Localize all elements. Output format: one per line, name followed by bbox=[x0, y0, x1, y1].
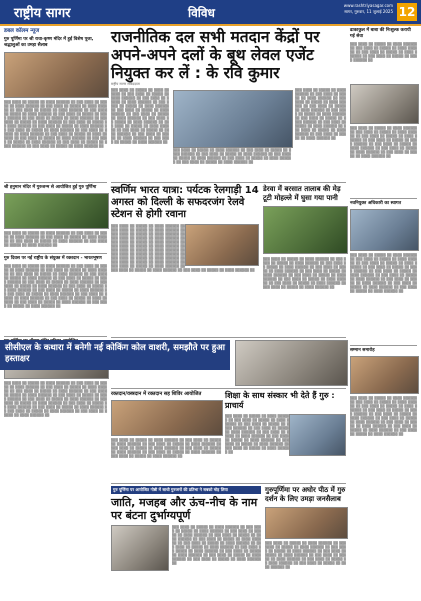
masthead-info bbox=[344, 3, 393, 15]
story2-photo bbox=[4, 193, 109, 229]
story1-headline: गुरु पूर्णिमा पर श्री राधा-कृष्ण मंदिर में हुई विशेष पूजा, श्रद्धालुओं का उमड़ा सैलाब bbox=[4, 37, 94, 48]
story4-body: ▒▒▒ ▒▒▒▒ ▒▒ ▒▒▒▒▒ ▒▒ ▒▒▒▒ ▒▒▒▒▒▒ ▒▒ ▒▒▒ ▒▒▒▒ ▒▒ ▒▒▒▒▒ ▒▒ ▒▒▒▒ ▒▒▒▒▒▒ ▒▒ ▒▒▒ ▒▒▒▒ ▒▒ ▒▒▒▒▒ ▒▒ ▒▒▒▒ ▒▒▒▒▒▒ ▒▒ ▒▒▒ ▒▒▒▒ ▒▒ ▒▒▒▒▒ ▒▒ ▒▒▒▒ ▒▒▒▒▒▒ ▒▒ ▒▒▒ ▒▒▒▒ ▒▒ ▒▒▒▒▒ ▒▒ ▒▒▒▒ ▒▒▒▒▒▒ ▒▒ ▒▒▒ ▒▒▒▒ ▒▒ ▒▒▒▒▒ ▒▒ ▒▒▒▒ ▒▒▒▒▒▒ ▒▒ ▒▒▒ ▒▒▒▒ ▒▒ ▒▒▒▒▒ ▒▒ ▒▒▒▒ ▒▒▒▒▒▒ ▒▒ ▒▒▒ ▒▒▒▒ ▒▒ ▒▒▒▒▒ ▒▒ ▒▒▒▒ ▒▒▒▒▒▒ ▒▒ ▒▒▒ ▒▒▒▒ ▒▒ ▒▒▒▒▒ ▒▒ ▒▒▒▒ ▒▒▒▒▒▒ ▒▒ ▒▒▒ ▒▒▒▒ ▒▒ ▒▒▒▒▒ ▒▒ ▒▒▒▒ ▒▒▒▒▒▒ ▒▒ ▒▒▒ ▒▒▒▒ ▒▒ ▒▒▒▒▒ ▒▒ ▒▒▒▒ ▒▒▒▒▒▒ ▒▒ ▒▒▒ ▒▒▒▒ ▒▒ ▒▒▒▒▒ ▒▒ ▒▒▒▒ ▒▒▒▒▒▒ ▒▒ bbox=[4, 381, 107, 417]
right-photo-2 bbox=[350, 209, 419, 251]
right-body-4: ▒▒▒ ▒▒▒▒ ▒▒ ▒▒▒▒▒ ▒▒ ▒▒▒▒ ▒▒▒▒▒▒ ▒▒ ▒▒▒ ▒▒▒▒ ▒▒ ▒▒▒▒▒ ▒▒ ▒▒▒▒ ▒▒▒▒▒▒ ▒▒ ▒▒▒ ▒▒▒▒ ▒▒ ▒▒▒▒▒ ▒▒ ▒▒▒▒ ▒▒▒▒▒▒ ▒▒ ▒▒▒ ▒▒▒▒ ▒▒ ▒▒▒▒▒ ▒▒ ▒▒▒▒ ▒▒▒▒▒▒ ▒▒ ▒▒▒ ▒▒▒▒ ▒▒ ▒▒▒▒▒ ▒▒ ▒▒▒▒ ▒▒▒▒▒▒ ▒▒ ▒▒▒ ▒▒▒▒ ▒▒ ▒▒▒▒▒ ▒▒ ▒▒▒▒ ▒▒▒▒▒▒ ▒▒ ▒▒▒ ▒▒▒▒ ▒▒ ▒▒▒▒▒ ▒▒ ▒▒▒▒ ▒▒▒▒▒▒ ▒▒ ▒▒▒ ▒▒▒▒ ▒▒ ▒▒▒▒▒ ▒▒ ▒▒▒▒ ▒▒▒▒▒▒ ▒▒ ▒▒▒ ▒▒▒▒ ▒▒ ▒▒▒▒▒ ▒▒ ▒▒▒▒ ▒▒▒▒▒▒ ▒▒ bbox=[350, 396, 417, 436]
middle-block bbox=[111, 391, 346, 481]
ccl-feature-banner bbox=[0, 340, 230, 370]
right-column bbox=[350, 28, 417, 589]
right-item2-headline: नवनियुक्त अधिकारी का स्वागत bbox=[350, 201, 402, 206]
camp-story bbox=[111, 391, 221, 482]
rahul-photo bbox=[111, 525, 169, 571]
main-divider-2 bbox=[111, 337, 346, 338]
middle-body: ▒▒▒ ▒▒▒▒ ▒▒ ▒▒▒▒▒ ▒▒ ▒▒▒▒ ▒▒▒▒▒▒ ▒▒ ▒▒▒ ▒▒▒▒ ▒▒ ▒▒▒▒▒ ▒▒ ▒▒▒▒ ▒▒▒▒▒▒ ▒▒ ▒▒▒ ▒▒▒▒ ▒▒ ▒▒▒▒▒ ▒▒ ▒▒▒▒ ▒▒▒▒▒▒ ▒▒ ▒▒▒ ▒▒▒▒ ▒▒ ▒▒▒▒▒ ▒▒ ▒▒▒▒ ▒▒▒▒▒▒ ▒▒ ▒▒▒ ▒▒▒▒ ▒▒ ▒▒▒▒▒ ▒▒ ▒▒▒▒ ▒▒▒▒▒▒ ▒▒ ▒▒▒ ▒▒▒▒ ▒▒ ▒▒▒▒▒ ▒▒ ▒▒▒▒ ▒▒▒▒▒▒ ▒▒ ▒▒▒ ▒▒▒▒ ▒▒ ▒▒▒▒▒ ▒▒ ▒▒▒▒ ▒▒▒▒▒▒ ▒▒ ▒▒▒ ▒▒▒▒ ▒▒ ▒▒▒▒▒ ▒▒ ▒▒▒▒ ▒▒▒▒▒▒ ▒▒ bbox=[225, 414, 289, 454]
left-divider-1 bbox=[4, 182, 107, 183]
story2-headline: श्री हनुमान मंदिर में गुरुजन्म से आयोजित हुई गुरु पूर्णिमा bbox=[4, 185, 97, 190]
lead-headline: राजनीतिक दल सभी मतदान केंद्रों पर अपने-अपने दलों के बूथ लेवल एजेंट नियुक्त कर लें : के रवि कुमार bbox=[111, 28, 320, 82]
camp-photo bbox=[111, 400, 223, 436]
ccl-photo bbox=[235, 340, 348, 386]
masthead bbox=[0, 0, 421, 24]
lead-byline: राष्ट्रीय सागर संवाददाता bbox=[111, 82, 140, 86]
lead-body-center: ▒▒▒ ▒▒▒▒ ▒▒ ▒▒▒▒▒ ▒▒ ▒▒▒▒ ▒▒▒▒▒▒ ▒▒ ▒▒▒ ▒▒▒▒ ▒▒ ▒▒▒▒▒ ▒▒ ▒▒▒▒ ▒▒▒▒▒▒ ▒▒ ▒▒▒ ▒▒▒▒ ▒▒ ▒▒▒▒▒ ▒▒ ▒▒▒▒ ▒▒▒▒▒▒ ▒▒ ▒▒▒ ▒▒▒▒ ▒▒ ▒▒▒▒▒ ▒▒ ▒▒▒▒ ▒▒▒▒▒▒ ▒▒ ▒▒▒ ▒▒▒▒ ▒▒ ▒▒▒▒▒ ▒▒ ▒▒▒▒ ▒▒▒▒▒▒ ▒▒ ▒▒▒ ▒▒▒▒ ▒▒ ▒▒▒▒▒ ▒▒ ▒▒▒▒ ▒▒▒▒▒▒ ▒▒ bbox=[173, 148, 291, 164]
left-column bbox=[4, 28, 107, 589]
rail-headline: स्वर्णिम भारत यात्रा: पर्यटक रेलगाड़ी 14 अगस्त को दिल्ली के सफदरजंग रेलवे स्टेशन से होगी रवाना bbox=[111, 185, 259, 220]
guru-headline: गुरुपूर्णिमा पर अघोर पीठ में गुरु दर्शन के लिए उमड़ा जनसैलाब bbox=[265, 486, 346, 503]
lake-photo bbox=[263, 206, 348, 254]
site-url: www.rashtriyasagar.com bbox=[343, 3, 393, 8]
right-divider-1 bbox=[350, 198, 417, 199]
lead-body-right: ▒▒▒ ▒▒▒▒ ▒▒ ▒▒▒▒▒ ▒▒ ▒▒▒▒ ▒▒▒▒▒▒ ▒▒ ▒▒▒ ▒▒▒▒ ▒▒ ▒▒▒▒▒ ▒▒ ▒▒▒▒ ▒▒▒▒▒▒ ▒▒ ▒▒▒ ▒▒▒▒ ▒▒ ▒▒▒▒▒ ▒▒ ▒▒▒▒ ▒▒▒▒▒▒ ▒▒ ▒▒▒ ▒▒▒▒ ▒▒ ▒▒▒▒▒ ▒▒ ▒▒▒▒ ▒▒▒▒▒▒ ▒▒ ▒▒▒ ▒▒▒▒ ▒▒ ▒▒▒▒▒ ▒▒ ▒▒▒▒ ▒▒▒▒▒▒ ▒▒ ▒▒▒ ▒▒▒▒ ▒▒ ▒▒▒▒▒ ▒▒ ▒▒▒▒ ▒▒▒▒▒▒ ▒▒ ▒▒▒ ▒▒▒▒ ▒▒ ▒▒▒▒▒ ▒▒ ▒▒▒▒ ▒▒▒▒▒▒ ▒▒ ▒▒▒ ▒▒▒▒ ▒▒ ▒▒▒▒▒ ▒▒ ▒▒▒▒ ▒▒▒▒▒▒ ▒▒ ▒▒▒ ▒▒▒▒ ▒▒ ▒▒▒▒▒ ▒▒ ▒▒▒▒ ▒▒▒▒▒▒ ▒▒ bbox=[295, 88, 346, 140]
rahul-story bbox=[111, 486, 261, 601]
rahul-body: ▒▒▒ ▒▒▒▒ ▒▒ ▒▒▒▒▒ ▒▒ ▒▒▒▒ ▒▒▒▒▒▒ ▒▒ ▒▒▒ ▒▒▒▒ ▒▒ ▒▒▒▒▒ ▒▒ ▒▒▒▒ ▒▒▒▒▒▒ ▒▒ ▒▒▒ ▒▒▒▒ ▒▒ ▒▒▒▒▒ ▒▒ ▒▒▒▒ ▒▒▒▒▒▒ ▒▒ ▒▒▒ ▒▒▒▒ ▒▒ ▒▒▒▒▒ ▒▒ ▒▒▒▒ ▒▒▒▒▒▒ ▒▒ ▒▒▒ ▒▒▒▒ ▒▒ ▒▒▒▒▒ ▒▒ ▒▒▒▒ ▒▒▒▒▒▒ ▒▒ ▒▒▒ ▒▒▒▒ ▒▒ ▒▒▒▒▒ ▒▒ ▒▒▒▒ ▒▒▒▒▒▒ ▒▒ ▒▒▒ ▒▒▒▒ ▒▒ ▒▒▒▒▒ ▒▒ ▒▒▒▒ ▒▒▒▒▒▒ ▒▒ ▒▒▒ ▒▒▒▒ ▒▒ ▒▒▒▒▒ ▒▒ ▒▒▒▒ ▒▒▒▒▒▒ ▒▒ ▒▒▒ ▒▒▒▒ ▒▒ ▒▒▒▒▒ ▒▒ ▒▒▒▒ ▒▒▒▒▒▒ ▒▒ ▒▒▒ ▒▒▒▒ ▒▒ ▒▒▒▒▒ ▒▒ ▒▒▒▒ ▒▒▒▒▒▒ ▒▒ ▒▒▒ ▒▒▒▒ ▒▒ ▒▒▒▒▒ ▒▒ ▒▒▒▒ ▒▒▒▒▒▒ ▒▒ bbox=[172, 525, 261, 565]
rail-and-lake-block bbox=[111, 185, 346, 335]
left-divider-2 bbox=[4, 253, 107, 254]
main-divider-1 bbox=[111, 182, 346, 183]
right-item3-headline: सम्मान समारोह bbox=[350, 348, 375, 353]
guru-photo bbox=[265, 507, 348, 539]
paper-name: राष्ट्रीय सागर bbox=[14, 6, 71, 21]
middle-headline: शिक्षा के साथ संस्कार भी देते हैं गुरु : प्राचार्य bbox=[225, 391, 335, 410]
lead-photo bbox=[173, 90, 293, 148]
guru-story bbox=[265, 486, 346, 597]
rail-story bbox=[111, 185, 259, 316]
story1-body: ▒▒▒ ▒▒▒▒ ▒▒ ▒▒▒▒▒ ▒▒ ▒▒▒▒ ▒▒▒▒▒▒ ▒▒ ▒▒▒ ▒▒▒▒ ▒▒ ▒▒▒▒▒ ▒▒ ▒▒▒▒ ▒▒▒▒▒▒ ▒▒ ▒▒▒ ▒▒▒▒ ▒▒ ▒▒▒▒▒ ▒▒ ▒▒▒▒ ▒▒▒▒▒▒ ▒▒ ▒▒▒ ▒▒▒▒ ▒▒ ▒▒▒▒▒ ▒▒ ▒▒▒▒ ▒▒▒▒▒▒ ▒▒ ▒▒▒ ▒▒▒▒ ▒▒ ▒▒▒▒▒ ▒▒ ▒▒▒▒ ▒▒▒▒▒▒ ▒▒ ▒▒▒ ▒▒▒▒ ▒▒ ▒▒▒▒▒ ▒▒ ▒▒▒▒ ▒▒▒▒▒▒ ▒▒ ▒▒▒ ▒▒▒▒ ▒▒ ▒▒▒▒▒ ▒▒ ▒▒▒▒ ▒▒▒▒▒▒ ▒▒ ▒▒▒ ▒▒▒▒ ▒▒ ▒▒▒▒▒ ▒▒ ▒▒▒▒ ▒▒▒▒▒▒ ▒▒ ▒▒▒ ▒▒▒▒ ▒▒ ▒▒▒▒▒ ▒▒ ▒▒▒▒ ▒▒▒▒▒▒ ▒▒ ▒▒▒ ▒▒▒▒ ▒▒ ▒▒▒▒▒ ▒▒ ▒▒▒▒ ▒▒▒▒▒▒ ▒▒ ▒▒▒ ▒▒▒▒ ▒▒ ▒▒▒▒▒ ▒▒ ▒▒▒▒ ▒▒▒▒▒▒ ▒▒ ▒▒▒ ▒▒▒▒ ▒▒ ▒▒▒▒▒ ▒▒ ▒▒▒▒ ▒▒▒▒▒▒ ▒▒ ▒▒▒ ▒▒▒▒ ▒▒ ▒▒▒▒▒ ▒▒ ▒▒▒▒ ▒▒▒▒▒▒ ▒▒ ▒▒▒ ▒▒▒▒ ▒▒ ▒▒▒▒▒ ▒▒ ▒▒▒▒ ▒▒▒▒▒▒ ▒▒ ▒▒▒ ▒▒▒▒ ▒▒ ▒▒▒▒▒ ▒▒ ▒▒▒▒ ▒▒▒▒▒▒ ▒▒ ▒▒▒ ▒▒▒▒ ▒▒ ▒▒▒▒▒ ▒▒ ▒▒▒▒ ▒▒▒▒▒▒ ▒▒ ▒▒▒ ▒▒▒▒ ▒▒ ▒▒▒▒▒ ▒▒ ▒▒▒▒ ▒▒▒▒▒▒ ▒▒ bbox=[4, 100, 107, 148]
ccl-feature-headline: सीसीएल के कथारा में बनेगी नई कोकिंग कोल वाशरी, समझौते पर हुआ हस्ताक्षर bbox=[5, 343, 225, 364]
story3-body: ▒▒▒ ▒▒▒▒ ▒▒ ▒▒▒▒▒ ▒▒ ▒▒▒▒ ▒▒▒▒▒▒ ▒▒ ▒▒▒ ▒▒▒▒ ▒▒ ▒▒▒▒▒ ▒▒ ▒▒▒▒ ▒▒▒▒▒▒ ▒▒ ▒▒▒ ▒▒▒▒ ▒▒ ▒▒▒▒▒ ▒▒ ▒▒▒▒ ▒▒▒▒▒▒ ▒▒ ▒▒▒ ▒▒▒▒ ▒▒ ▒▒▒▒▒ ▒▒ ▒▒▒▒ ▒▒▒▒▒▒ ▒▒ ▒▒▒ ▒▒▒▒ ▒▒ ▒▒▒▒▒ ▒▒ ▒▒▒▒ ▒▒▒▒▒▒ ▒▒ ▒▒▒ ▒▒▒▒ ▒▒ ▒▒▒▒▒ ▒▒ ▒▒▒▒ ▒▒▒▒▒▒ ▒▒ ▒▒▒ ▒▒▒▒ ▒▒ ▒▒▒▒▒ ▒▒ ▒▒▒▒ ▒▒▒▒▒▒ ▒▒ ▒▒▒ ▒▒▒▒ ▒▒ ▒▒▒▒▒ ▒▒ ▒▒▒▒ ▒▒▒▒▒▒ ▒▒ ▒▒▒ ▒▒▒▒ ▒▒ ▒▒▒▒▒ ▒▒ ▒▒▒▒ ▒▒▒▒▒▒ ▒▒ ▒▒▒ ▒▒▒▒ ▒▒ ▒▒▒▒▒ ▒▒ ▒▒▒▒ ▒▒▒▒▒▒ ▒▒ ▒▒▒ ▒▒▒▒ ▒▒ ▒▒▒▒▒ ▒▒ ▒▒▒▒ ▒▒▒▒▒▒ ▒▒ ▒▒▒ ▒▒▒▒ ▒▒ ▒▒▒▒▒ ▒▒ ▒▒▒▒ ▒▒▒▒▒▒ ▒▒ ▒▒▒ ▒▒▒▒ ▒▒ ▒▒▒▒▒ ▒▒ ▒▒▒▒ ▒▒▒▒▒▒ ▒▒ ▒▒▒ ▒▒▒▒ ▒▒ ▒▒▒▒▒ ▒▒ ▒▒▒▒ ▒▒▒▒▒▒ ▒▒ ▒▒▒ ▒▒▒▒ ▒▒ ▒▒▒▒▒ ▒▒ ▒▒▒▒ ▒▒▒▒▒▒ ▒▒ bbox=[4, 264, 107, 308]
rail-photo bbox=[185, 224, 259, 266]
lake-story bbox=[263, 185, 346, 327]
story3-headline: गुरु दिवस पर नई राष्ट्रीय के संयुक्त में रक्तदान - भारतभूषण bbox=[4, 256, 102, 261]
camp-headline: रक्तदान/वस्त्रदान में रक्तदान सह शिविर आयोजित bbox=[111, 391, 202, 397]
middle-story bbox=[225, 391, 346, 486]
page-number: 12 bbox=[398, 5, 416, 19]
right-divider-2 bbox=[350, 345, 417, 346]
left-divider-3 bbox=[4, 336, 107, 337]
section-title: विविध bbox=[188, 6, 215, 20]
right-photo-3 bbox=[350, 356, 419, 394]
lake-body: ▒▒▒ ▒▒▒▒ ▒▒ ▒▒▒▒▒ ▒▒ ▒▒▒▒ ▒▒▒▒▒▒ ▒▒ ▒▒▒ ▒▒▒▒ ▒▒ ▒▒▒▒▒ ▒▒ ▒▒▒▒ ▒▒▒▒▒▒ ▒▒ ▒▒▒ ▒▒▒▒ ▒▒ ▒▒▒▒▒ ▒▒ ▒▒▒▒ ▒▒▒▒▒▒ ▒▒ ▒▒▒ ▒▒▒▒ ▒▒ ▒▒▒▒▒ ▒▒ ▒▒▒▒ ▒▒▒▒▒▒ ▒▒ ▒▒▒ ▒▒▒▒ ▒▒ ▒▒▒▒▒ ▒▒ ▒▒▒▒ ▒▒▒▒▒▒ ▒▒ ▒▒▒ ▒▒▒▒ ▒▒ ▒▒▒▒▒ ▒▒ ▒▒▒▒ ▒▒▒▒▒▒ ▒▒ ▒▒▒ ▒▒▒▒ ▒▒ ▒▒▒▒▒ ▒▒ ▒▒▒▒ ▒▒▒▒▒▒ ▒▒ ▒▒▒ ▒▒▒▒ ▒▒ ▒▒▒▒▒ ▒▒ ▒▒▒▒ ▒▒▒▒▒▒ ▒▒ ▒▒▒ ▒▒▒▒ ▒▒ ▒▒▒▒▒ ▒▒ ▒▒▒▒ ▒▒▒▒▒▒ ▒▒ bbox=[263, 257, 346, 289]
lead-body-left: ▒▒▒ ▒▒▒▒ ▒▒ ▒▒▒▒▒ ▒▒ ▒▒▒▒ ▒▒▒▒▒▒ ▒▒ ▒▒▒ ▒▒▒▒ ▒▒ ▒▒▒▒▒ ▒▒ ▒▒▒▒ ▒▒▒▒▒▒ ▒▒ ▒▒▒ ▒▒▒▒ ▒▒ ▒▒▒▒▒ ▒▒ ▒▒▒▒ ▒▒▒▒▒▒ ▒▒ ▒▒▒ ▒▒▒▒ ▒▒ ▒▒▒▒▒ ▒▒ ▒▒▒▒ ▒▒▒▒▒▒ ▒▒ ▒▒▒ ▒▒▒▒ ▒▒ ▒▒▒▒▒ ▒▒ ▒▒▒▒ ▒▒▒▒▒▒ ▒▒ ▒▒▒ ▒▒▒▒ ▒▒ ▒▒▒▒▒ ▒▒ ▒▒▒▒ ▒▒▒▒▒▒ ▒▒ ▒▒▒ ▒▒▒▒ ▒▒ ▒▒▒▒▒ ▒▒ ▒▒▒▒ ▒▒▒▒▒▒ ▒▒ ▒▒▒ ▒▒▒▒ ▒▒ ▒▒▒▒▒ ▒▒ ▒▒▒▒ ▒▒▒▒▒▒ ▒▒ ▒▒▒ ▒▒▒▒ ▒▒ ▒▒▒▒▒ ▒▒ ▒▒▒▒ ▒▒▒▒▒▒ ▒▒ ▒▒▒ ▒▒▒▒ ▒▒ ▒▒▒▒▒ ▒▒ ▒▒▒▒ ▒▒▒▒▒▒ ▒▒ ▒▒▒ ▒▒▒▒ ▒▒ ▒▒▒▒▒ ▒▒ ▒▒▒▒ ▒▒▒▒▒▒ ▒▒ bbox=[111, 88, 169, 144]
guru-body: ▒▒▒ ▒▒▒▒ ▒▒ ▒▒▒▒▒ ▒▒ ▒▒▒▒ ▒▒▒▒▒▒ ▒▒ ▒▒▒ ▒▒▒▒ ▒▒ ▒▒▒▒▒ ▒▒ ▒▒▒▒ ▒▒▒▒▒▒ ▒▒ ▒▒▒ ▒▒▒▒ ▒▒ ▒▒▒▒▒ ▒▒ ▒▒▒▒ ▒▒▒▒▒▒ ▒▒ ▒▒▒ ▒▒▒▒ ▒▒ ▒▒▒▒▒ ▒▒ ▒▒▒▒ ▒▒▒▒▒▒ ▒▒ ▒▒▒ ▒▒▒▒ ▒▒ ▒▒▒▒▒ ▒▒ ▒▒▒▒ ▒▒▒▒▒▒ ▒▒ ▒▒▒ ▒▒▒▒ ▒▒ ▒▒▒▒▒ ▒▒ ▒▒▒▒ ▒▒▒▒▒▒ ▒▒ ▒▒▒ ▒▒▒▒ ▒▒ ▒▒▒▒▒ ▒▒ ▒▒▒▒ ▒▒▒▒▒▒ ▒▒ bbox=[265, 541, 346, 569]
story2-body: ▒▒▒ ▒▒▒▒ ▒▒ ▒▒▒▒▒ ▒▒ ▒▒▒▒ ▒▒▒▒▒▒ ▒▒ ▒▒▒ ▒▒▒▒ ▒▒ ▒▒▒▒▒ ▒▒ ▒▒▒▒ ▒▒▒▒▒▒ ▒▒ ▒▒▒ ▒▒▒▒ ▒▒ ▒▒▒▒▒ ▒▒ ▒▒▒▒ ▒▒▒▒▒▒ ▒▒ ▒▒▒ ▒▒▒▒ ▒▒ ▒▒▒▒▒ ▒▒ ▒▒▒▒ ▒▒▒▒▒▒ ▒▒ ▒▒▒ ▒▒▒▒ ▒▒ ▒▒▒▒▒ ▒▒ ▒▒▒▒ ▒▒▒▒▒▒ ▒▒ bbox=[4, 231, 107, 247]
middle-photo bbox=[289, 414, 346, 456]
desk-label: डबल कॉलम न्यूज bbox=[4, 28, 40, 34]
right-top-body: ▒▒▒ ▒▒▒▒ ▒▒ ▒▒▒▒▒ ▒▒ ▒▒▒▒ ▒▒▒▒▒▒ ▒▒ ▒▒▒ ▒▒▒▒ ▒▒ ▒▒▒▒▒ ▒▒ ▒▒▒▒ ▒▒▒▒▒▒ ▒▒ ▒▒▒ ▒▒▒▒ ▒▒ ▒▒▒▒▒ ▒▒ ▒▒▒▒ ▒▒▒▒▒▒ ▒▒ ▒▒▒ ▒▒▒▒ ▒▒ ▒▒▒▒▒ ▒▒ ▒▒▒▒ ▒▒▒▒▒▒ ▒▒ bbox=[350, 42, 417, 62]
lake-headline: डेरवा में बरसात तालाब की मेड़ टूटी मोहल्ले में घुसा गया पानी bbox=[263, 185, 341, 202]
right-top-headline: ढाकाकुल में बाबा की निःशुल्क करायी गई सेवा bbox=[350, 28, 411, 39]
lead-story-block bbox=[111, 88, 346, 180]
bottom-block bbox=[111, 486, 346, 600]
rahul-headline: जाति, मजहब और ऊंच-नीच के नाम पर बंटना दुर्भाग्यपूर्ण bbox=[111, 496, 258, 522]
story1-photo bbox=[4, 52, 109, 98]
rahul-banner: गुरु पूर्णिमा पर आयोजित गोष्ठी में साथी गुरुजनों की प्रतिभा ने सबको मोह लिया bbox=[111, 486, 261, 494]
camp-body: ▒▒▒ ▒▒▒▒ ▒▒ ▒▒▒▒▒ ▒▒ ▒▒▒▒ ▒▒▒▒▒▒ ▒▒ ▒▒▒ ▒▒▒▒ ▒▒ ▒▒▒▒▒ ▒▒ ▒▒▒▒ ▒▒▒▒▒▒ ▒▒ ▒▒▒ ▒▒▒▒ ▒▒ ▒▒▒▒▒ ▒▒ ▒▒▒▒ ▒▒▒▒▒▒ ▒▒ ▒▒▒ ▒▒▒▒ ▒▒ ▒▒▒▒▒ ▒▒ ▒▒▒▒ ▒▒▒▒▒▒ ▒▒ ▒▒▒ ▒▒▒▒ ▒▒ ▒▒▒▒▒ ▒▒ ▒▒▒▒ ▒▒▒▒▒▒ ▒▒ ▒▒▒ ▒▒▒▒ ▒▒ ▒▒▒▒▒ ▒▒ ▒▒▒▒ ▒▒▒▒▒▒ ▒▒ ▒▒▒ ▒▒▒▒ ▒▒ ▒▒▒▒▒ ▒▒ ▒▒▒▒ ▒▒▒▒▒▒ ▒▒ bbox=[111, 438, 221, 458]
ccl-feature-block bbox=[5, 340, 346, 386]
masthead-rule bbox=[0, 24, 421, 26]
right-photo-1 bbox=[350, 84, 419, 124]
main-divider-3 bbox=[111, 388, 346, 389]
right-body-3: ▒▒▒ ▒▒▒▒ ▒▒ ▒▒▒▒▒ ▒▒ ▒▒▒▒ ▒▒▒▒▒▒ ▒▒ ▒▒▒ ▒▒▒▒ ▒▒ ▒▒▒▒▒ ▒▒ ▒▒▒▒ ▒▒▒▒▒▒ ▒▒ ▒▒▒ ▒▒▒▒ ▒▒ ▒▒▒▒▒ ▒▒ ▒▒▒▒ ▒▒▒▒▒▒ ▒▒ ▒▒▒ ▒▒▒▒ ▒▒ ▒▒▒▒▒ ▒▒ ▒▒▒▒ ▒▒▒▒▒▒ ▒▒ ▒▒▒ ▒▒▒▒ ▒▒ ▒▒▒▒▒ ▒▒ ▒▒▒▒ ▒▒▒▒▒▒ ▒▒ ▒▒▒ ▒▒▒▒ ▒▒ ▒▒▒▒▒ ▒▒ ▒▒▒▒ ▒▒▒▒▒▒ ▒▒ ▒▒▒ ▒▒▒▒ ▒▒ ▒▒▒▒▒ ▒▒ ▒▒▒▒ ▒▒▒▒▒▒ ▒▒ ▒▒▒ ▒▒▒▒ ▒▒ ▒▒▒▒▒ ▒▒ ▒▒▒▒ ▒▒▒▒▒▒ ▒▒ ▒▒▒ ▒▒▒▒ ▒▒ ▒▒▒▒▒ ▒▒ ▒▒▒▒ ▒▒▒▒▒▒ ▒▒ bbox=[350, 253, 417, 293]
right-body-2: ▒▒▒ ▒▒▒▒ ▒▒ ▒▒▒▒▒ ▒▒ ▒▒▒▒ ▒▒▒▒▒▒ ▒▒ ▒▒▒ ▒▒▒▒ ▒▒ ▒▒▒▒▒ ▒▒ ▒▒▒▒ ▒▒▒▒▒▒ ▒▒ ▒▒▒ ▒▒▒▒ ▒▒ ▒▒▒▒▒ ▒▒ ▒▒▒▒ ▒▒▒▒▒▒ ▒▒ ▒▒▒ ▒▒▒▒ ▒▒ ▒▒▒▒▒ ▒▒ ▒▒▒▒ ▒▒▒▒▒▒ ▒▒ ▒▒▒ ▒▒▒▒ ▒▒ ▒▒▒▒▒ ▒▒ ▒▒▒▒ ▒▒▒▒▒▒ ▒▒ ▒▒▒ ▒▒▒▒ ▒▒ ▒▒▒▒▒ ▒▒ ▒▒▒▒ ▒▒▒▒▒▒ ▒▒ ▒▒▒ ▒▒▒▒ ▒▒ ▒▒▒▒▒ ▒▒ ▒▒▒▒ ▒▒▒▒▒▒ ▒▒ bbox=[350, 126, 417, 158]
rail-body: ▒▒▒ ▒▒▒▒ ▒▒ ▒▒▒▒▒ ▒▒ ▒▒▒▒ ▒▒▒▒▒▒ ▒▒ ▒▒▒ ▒▒▒▒ ▒▒ ▒▒▒▒▒ ▒▒ ▒▒▒▒ ▒▒▒▒▒▒ ▒▒ ▒▒▒ ▒▒▒▒ ▒▒ ▒▒▒▒▒ ▒▒ ▒▒▒▒ ▒▒▒▒▒▒ ▒▒ ▒▒▒ ▒▒▒▒ ▒▒ ▒▒▒▒▒ ▒▒ ▒▒▒▒ ▒▒▒▒▒▒ ▒▒ ▒▒▒ ▒▒▒▒ ▒▒ ▒▒▒▒▒ ▒▒ ▒▒▒▒ ▒▒▒▒▒▒ ▒▒ ▒▒▒ ▒▒▒▒ ▒▒ ▒▒▒▒▒ ▒▒ ▒▒▒▒ ▒▒▒▒▒▒ ▒▒ ▒▒▒ ▒▒▒▒ ▒▒ ▒▒▒▒▒ ▒▒ ▒▒▒▒ ▒▒▒▒▒▒ ▒▒ ▒▒▒ ▒▒▒▒ ▒▒ ▒▒▒▒▒ ▒▒ ▒▒▒▒ ▒▒▒▒▒▒ ▒▒ ▒▒▒ ▒▒▒▒ ▒▒ ▒▒▒▒▒ ▒▒ ▒▒▒▒ ▒▒▒▒▒▒ ▒▒ ▒▒▒ ▒▒▒▒ ▒▒ ▒▒▒▒▒ ▒▒ ▒▒▒▒ ▒▒▒▒▒▒ ▒▒ ▒▒▒ ▒▒▒▒ ▒▒ ▒▒▒▒▒ ▒▒ ▒▒▒▒ ▒▒▒▒▒▒ ▒▒ ▒▒▒ ▒▒▒▒ ▒▒ ▒▒▒▒▒ ▒▒ ▒▒▒▒ ▒▒▒▒▒▒ ▒▒ ▒▒▒ ▒▒▒▒ ▒▒ ▒▒▒▒▒ ▒▒ ▒▒▒▒ ▒▒▒▒▒▒ ▒▒ bbox=[111, 224, 255, 272]
date-line: सागर, गुरुवार, 11 जुलाई 2025 bbox=[344, 9, 393, 14]
